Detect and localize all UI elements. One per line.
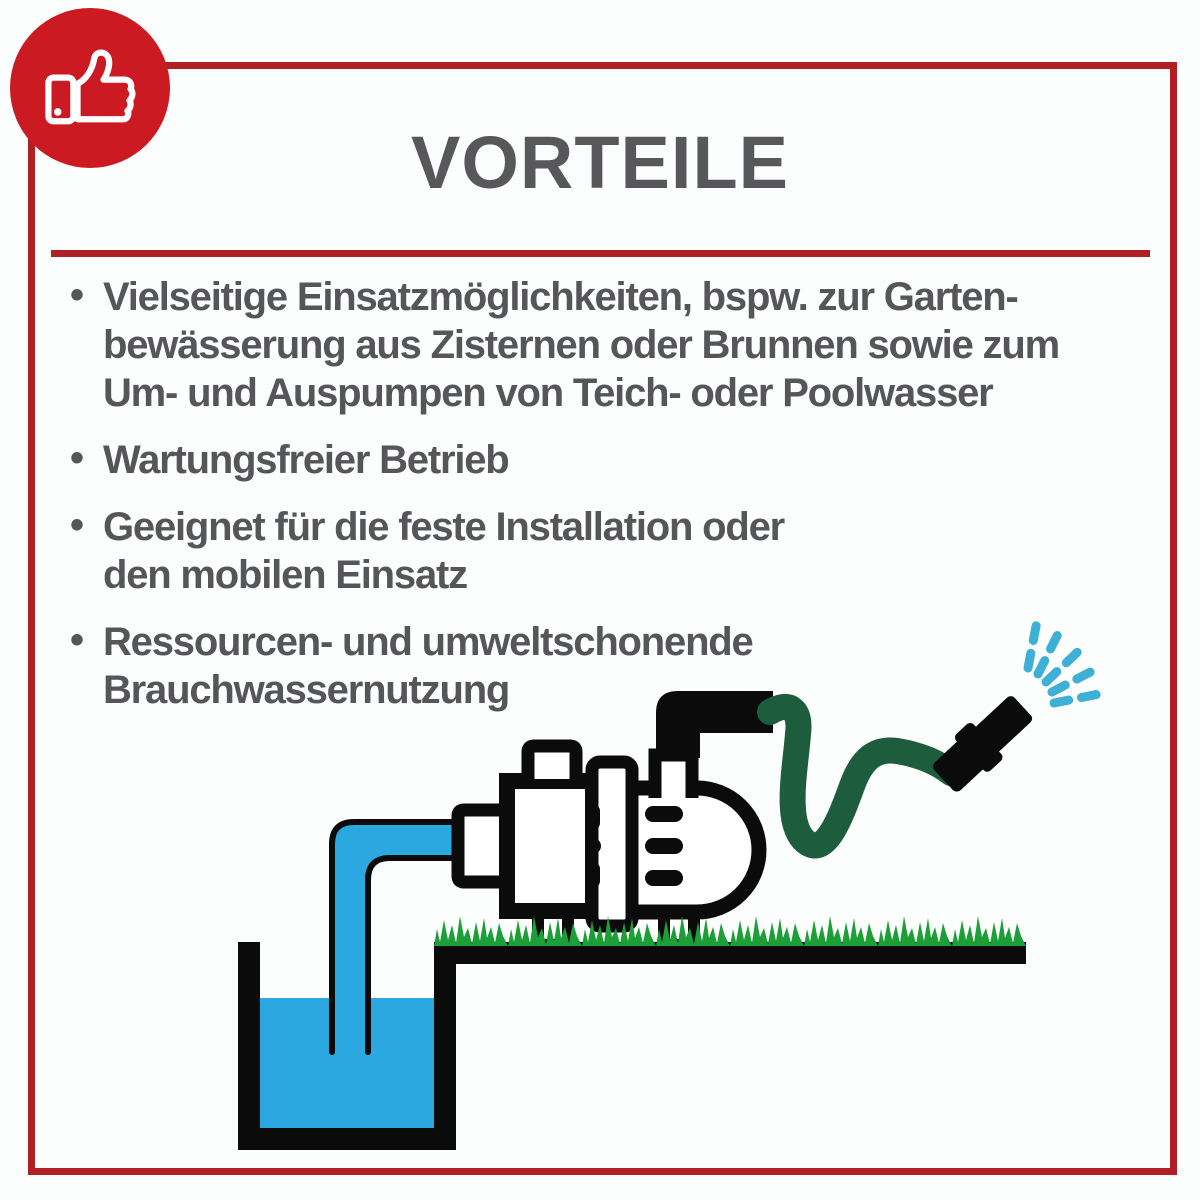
advantage-text-line: den mobilen Einsatz xyxy=(103,553,467,597)
title-underline xyxy=(51,250,1150,257)
pump-inlet-fitting xyxy=(458,810,504,882)
vent-slot xyxy=(645,838,683,854)
grass xyxy=(434,916,1026,946)
pump-cap xyxy=(528,746,576,779)
advantage-text-line: bewässerung aus Zisternen oder Brunnen sowie zum xyxy=(103,323,1059,367)
advantage-text-line: • Vielseitige Einsatzmöglichkeiten, bspw. zur Garten- xyxy=(103,275,1018,319)
advantage-text-line: • Ressourcen- und umweltschonende xyxy=(103,620,753,664)
advantages-list xyxy=(70,273,1155,733)
vent-slot xyxy=(645,870,683,886)
pump-body xyxy=(507,781,593,911)
collar-bolt-top xyxy=(586,804,600,830)
advantage-item xyxy=(70,273,1155,417)
advantage-item xyxy=(70,503,1155,599)
advantage-text-line: • Wartungsfreier Betrieb xyxy=(103,438,509,482)
motor-housing xyxy=(625,788,759,912)
collar-bolt-bottom xyxy=(586,862,600,888)
outlet-neck xyxy=(655,755,692,798)
thumbs-up-badge xyxy=(10,8,170,168)
advantage-text-line: Brauchwassernutzung xyxy=(103,668,510,712)
thumbs-up-icon xyxy=(38,36,142,140)
advantage-item xyxy=(70,618,1155,714)
vent-slot xyxy=(645,806,683,822)
collar-bolt-middle xyxy=(585,838,601,854)
advantage-item xyxy=(70,436,1155,484)
advantage-text-line: Um- und Auspumpen von Teich- oder Poolwasser xyxy=(103,371,993,415)
advantage-text-line: • Geeignet für die feste Installation oder xyxy=(103,505,785,549)
page-title: VORTEILE xyxy=(410,121,790,204)
